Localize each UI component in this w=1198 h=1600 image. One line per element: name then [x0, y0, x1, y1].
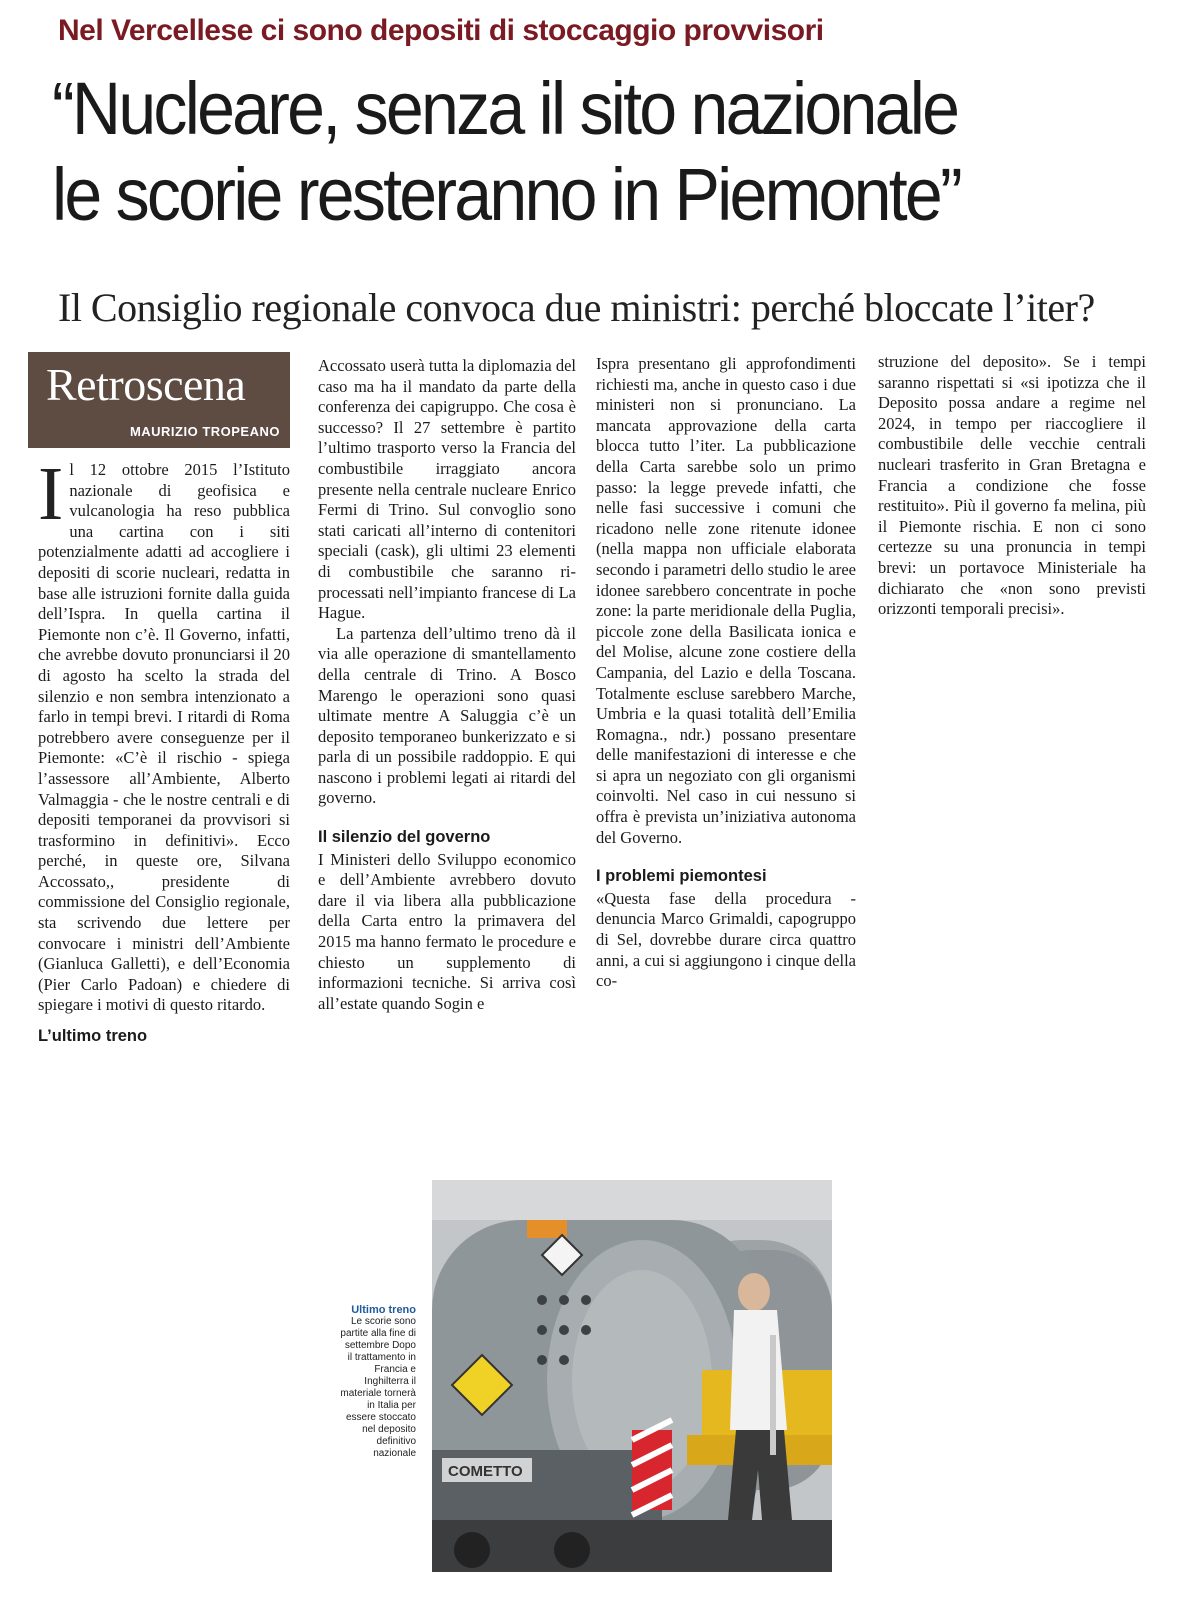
subheadline: Il Consiglio regionale convoca due ministri: perché bloccate l’iter? — [58, 285, 1095, 330]
article-column-3 — [596, 354, 856, 992]
article-paragraph: La partenza dell’ultimo treno dà il via alle operazione di smantellamento della centrale di Trino. A Bosco Marengo le operazioni sono quasi ultimate mentre A Saluggia c’è un deposito temporaneo bunkerizzato e si parla di un possibile raddoppio. E qui nascono i problemi legati ai ritardi del governo. — [318, 623, 576, 808]
rubric-box — [28, 352, 290, 448]
kicker: Nel Vercellese ci sono depositi di stoccaggio provvisori — [58, 14, 824, 47]
train-photo — [432, 1180, 832, 1572]
article-paragraph: Accossato userà tutta la diplomazia del caso ma ha il mandato da parte della conferenza dei capigruppo. Che cosa è successo? Il 27 settembre è partito l’ultimo trasporto verso la Francia del combustibile irraggiato ancora presente nella centrale nucleare Enrico Fermi di Trino. Sul convoglio sono stati caricati all’interno di contenitori speciali (cask), gli ultimi 23 elementi di combustibile che saranno ri-processati nell’impianto francese di La Hague. — [318, 356, 576, 623]
container-label: COMETTO — [448, 1463, 523, 1480]
article-column-1 — [38, 452, 290, 1049]
section-heading: I problemi piemontesi — [596, 867, 767, 886]
article-column-2 — [318, 356, 576, 1014]
article-paragraph: «Questa fase della procedura - denuncia Marco Grimaldi, capogruppo di Sel, dovrebbe durare circa quattro anni, a cui si aggiungono i cinque della co- — [596, 888, 856, 991]
train-photo-illustration — [432, 1180, 832, 1572]
article-paragraph: Ispra presentano gli approfondimenti richiesti ma, anche in questo caso i due ministeri non si pronunciano. La mancata approvazione della carta blocca tutto l’iter. La pubblicazione della Carta sarebbe solo un primo passo: la legge prevede infatti, che nelle fasi successive i comuni che ricadono nelle zone ritenute idonee (nella mappa non ufficiale elaborata secondo i parametri dello studio le aree idonee sarebbero concentrate in poche zone: la parte meridionale della Puglia, piccole zone della Basilicata ionica e del Molise, alcune zone costiere della Campania, del Lazio e della Toscana. Totalmente escluse sarebbero Marche, Umbria e la quasi totalità dell’Emilia Romagna., ndr.) possano presentare delle manifestazioni di interesse e che si apra un negoziato con gli organismi coinvolti. Nel caso in cui nessuno si offra è prevista un’iniziativa autonoma del Governo. — [596, 354, 856, 847]
article-paragraph — [38, 452, 290, 1016]
headline-line-1: “Nucleare, senza il sito nazionale — [52, 67, 958, 150]
article-column-4 — [878, 352, 1146, 620]
photo-caption — [340, 1304, 416, 1460]
section-heading: L’ultimo treno — [38, 1027, 148, 1046]
paragraph-text: l 12 ottobre 2015 l’Istituto nazionale di geofisica e vulcanologia ha reso pubblica una cartina con i siti potenzialmente adatti ad accogliere i depositi di scorie nucleari, redatta in base alle istruzioni fornite dalla guida dell’Ispra. In quella cartina il Piemonte non c’è. Il Governo, infatti, che avrebbe dovuto pronunciarsi il 20 di agosto ha scelto la strada del silenzio e non sembra intenzionato a farlo in tempi brevi. I ritardi di Roma potrebbero avere conseguenze per il Piemonte: «C’è il rischio - spiega l’assessore all’Ambiente, Alberto Valmaggia - che le nostre centrali e di depositi temporanei da provvisori si trasformino in definitivi». Ecco perché, in queste ore, Silvana Accossato,, presidente di commissione del Consiglio regionale, sta scrivendo due lettere per convocare i ministri dell’Ambiente (Gianluca Galletti), e dell’Economia (Pier Carlo Padoan) e chiedere di spiegare i motivi di questo ritardo. — [38, 460, 290, 1015]
headline — [52, 66, 1073, 238]
article-paragraph: I Ministeri dello Sviluppo economico e dell’Ambiente avrebbero dovuto dare il via libera alla pubblicazione della Carta entro la primavera del 2015 ma hanno fermato le procedure e chiesto un supplemento di informazioni tecniche. Si arriva così all’estate quando Sogin e — [318, 849, 576, 1013]
headline-line-2: le scorie resteranno in Piemonte” — [52, 153, 960, 236]
rubric-title: Retroscena — [46, 359, 246, 410]
author-byline: MAURIZIO TROPEANO — [129, 424, 280, 439]
caption-text: Le scorie sono partite alla fine di settembre Dopo il trattamento in Francia e Inghilterra il materiale tornerà in Italia per essere stoccato nel deposito definitivo nazionale — [340, 1316, 416, 1459]
drop-cap: I — [38, 452, 64, 536]
section-heading: Il silenzio del governo — [318, 828, 491, 847]
caption-title: Ultimo treno — [351, 1304, 416, 1316]
article-paragraph: struzione del deposito». Se i tempi saranno rispettati si «si ipotizza che il Deposito possa andare a regime nel 2024, in tempo per riaccogliere il combustibile delle vecchie centrali nucleari trasferito in Gran Bretagna e Francia a condizione che fosse restituito». Più il governo fa melina, più il Piemonte rischia. E non ci sono certezze su una pronuncia in tempi brevi: un portavoce Ministeriale ha dichiarato che «non sono previsti orizzonti temporali precisi». — [878, 352, 1146, 619]
